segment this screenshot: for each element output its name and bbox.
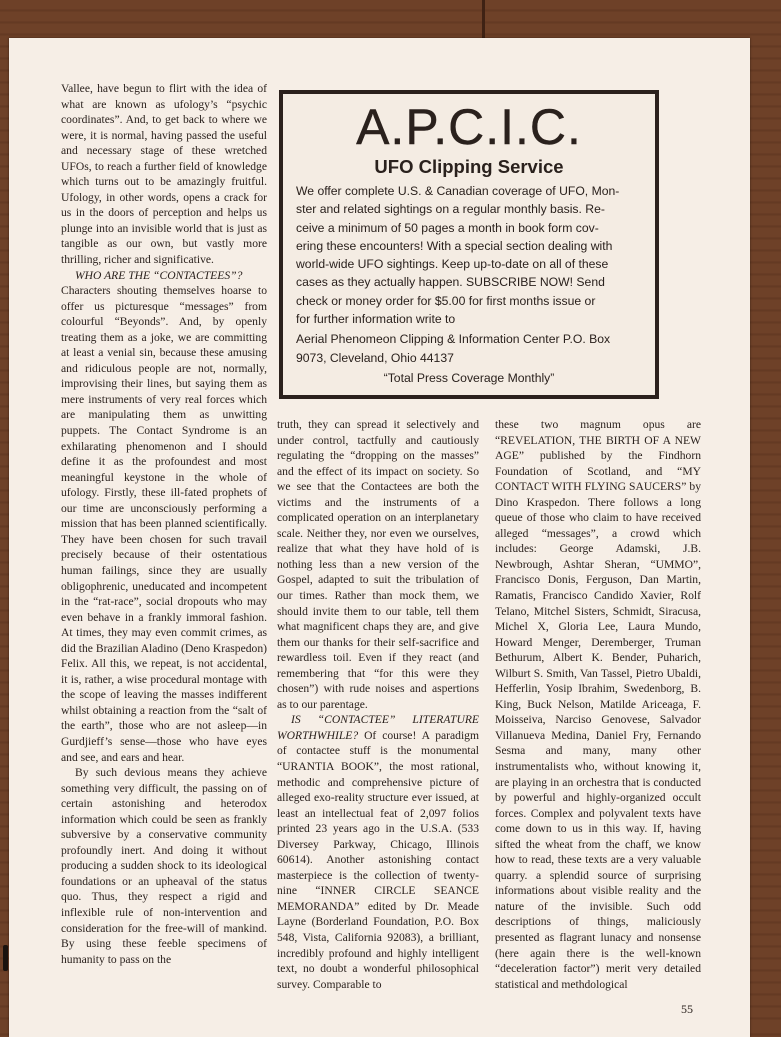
ad-body-line: We offer complete U.S. & Canadian coverage of UFO, Mon- xyxy=(296,184,620,198)
paragraph: Vallee, have begun to flirt with the idea of what are known as ufology’s “psychic coordinates”. And, to get back to where we were, it is normal, having passed the useful and necessary stage of these wretched UFOs, to reach a further field of knowledge which turns out to be amazingly fruitful. Ufology, in other words, opens a crack for us in the doors of perception and helps us plunge into an invisible world that is just as tangible as our own, but vastly more thrilling, richer and significative. xyxy=(61,82,267,267)
ad-body-line: check or money order for $5.00 for first months issue or xyxy=(296,293,596,308)
paragraph: truth, they can spread it selectively and under control, tactfully and cautiously regulating the “dropping on the masses” and the effect of its impact on society. So we see that the Contactees are both the victims and the instruments of a complicated operation on an interplanetary scale. Neither they, nor even we ourselves, realize that what they have hold of is nothing less than a new version of the Gospel, adapted to suit the tribulation of our times. Rather than mock them, we should invite them to our table, tell them what magnificent chaps they are, and give them our thanks for their self-sacrifice and rewardless toil. Even if they react (and remembering that “for this were they chosen”) with rude noises and aspertions as to our parentage. xyxy=(277,417,479,711)
ad-body-line: for further information write to xyxy=(296,312,456,327)
page-number: 55 xyxy=(681,1002,693,1017)
paragraph xyxy=(277,712,479,992)
advertisement-box xyxy=(279,90,659,399)
ad-body-line: ering these encounters! With a special section dealing with xyxy=(296,238,613,253)
lower-columns xyxy=(277,417,701,992)
ad-tagline: “Total Press Coverage Monthly” xyxy=(383,370,555,385)
ad-body-line: cases as they actually happen. SUBSCRIBE NOW! Send xyxy=(296,275,605,290)
section-heading: WHO ARE THE “CONTACTEES”? xyxy=(75,268,243,282)
paragraph-text: Of course! A paradigm of contactee stuff is the monumental “URANTIA BOOK”, the most rational, methodic and comprehensive picture of alleged exo-reality structure ever issued, at least an intellectual feat of 2,097 folios printed 23 years ago in the U.S.A. (533 Diversey Parkway, Chicago, Illinois 60614). Another astonishing contact masterpiece is the collection of twenty-nine “INNER CIRCLE SEANCE MEMORANDA” edited by Dr. Meade Layne (Borderland Foundation, P.O. Box 548, Vista, California 92083), a brilliant, incredibly profound and highly intelligent text, no doubt a wonderful philosophical survey. Comparable to xyxy=(277,728,479,991)
ad-body xyxy=(283,178,655,328)
article-column-3 xyxy=(495,417,701,992)
ad-body-line: ster and related sightings on a regular monthly basis. Re- xyxy=(296,202,605,217)
paragraph: By such devious means they achieve something very difficult, the passing on of certain astonishing and heterodox information which could be seen as frankly subversive by a conservative community profoundly inert. And doing it without producing a sudden shock to its ideological foundations or an upheaval of the status quo. Thus, they respect a rigid and inflexible rule of non-intervention and consideration for the free-will of mankind. By using these feeble specimens of humanity to pass on the xyxy=(61,766,267,966)
ad-body-line: world-wide UFO sightings. Keep up-to-date on all of these xyxy=(296,257,609,272)
article-column-1 xyxy=(61,81,267,967)
ad-title: A.P.C.I.C. xyxy=(356,99,582,155)
right-region xyxy=(277,81,701,1017)
ad-address: Aerial Phenomeon Clipping & Information Center P.O. Box 9073, Cleveland, Ohio 44137 xyxy=(296,332,611,365)
magazine-page xyxy=(9,38,750,1037)
binding-mark xyxy=(3,945,8,971)
paragraph-text: Characters shouting themselves hoarse to offer us picturesque “messages” from colourful “Beyonds”. And, by openly treating them as a joke, we are committing at least a venial sin, because these amusing and ridiculous people are not, normally, improvising their lines, but saying them as mere instruments of very real forces which are manipulating them as unwitting puppets. The Contact Syndrome is an exhilarating phenomenon and I should define it as the profoundest and most meaningful keystone in the whole of ufology. Firstly, these ill-fated prophets of our time are unconsciously performing a mission that has been planned scientifically. They have been chosen for such travail precisely because of their ostentatious human failings, since they are usually obligophrenic, uneducated and incompetent in the “rat-race”, social dropouts who may even behave in a frankly immoral fashion. At times, they may even commit crimes, as did the Brazilian Aladino (Deno Kraspedon) Felix. All this, we repeat, is not accidental, it is, rather, a wise procedural montage with the scope of leaving the masses indifferent whilst obtaining a reaction from the “salt of the earth”, those who are not asleep—in Gurdjieff’s sense—those who have eyes and see, and ears and hear. xyxy=(61,284,267,764)
ad-body-line: ceive a minimum of 50 pages a month in book form cov- xyxy=(296,220,599,235)
ad-subtitle: UFO Clipping Service xyxy=(374,156,564,177)
article-column-2 xyxy=(277,417,479,992)
section-heading: IS “CONTACTEE” LITERATURE WORTHWHILE? xyxy=(277,713,479,742)
background-wood-seam xyxy=(482,0,485,38)
paragraph xyxy=(61,268,267,766)
paragraph: these two magnum opus are “REVELATION, THE BIRTH OF A NEW AGE” published by the Findhorn Foundation of Scotland, and “MY CONTACT WITH FLYING SAUCERS” by Dino Kraspedon. There follows a long queue of those who claim to have received alleged “messages”, a crowd which includes: George Adamski, J.B. Newbrough, Ashtar Sheran, “UMMO”, Francisco Donis, Ferguson, Dan Martin, Ramatis, Francisco Candido Xavier, Rolf Telano, Mitchel Sisters, Schmidt, Siracusa, Michel X, Gloria Lee, Laura Mundo, Howard Menger, Deremberger, Truman Bethurum, Albert K. Bender, Puharich, Wilburt S. Smith, Van Tassel, Pietro Ubaldi, Hefferlin, Yosip Ibrahim, Swedenborg, B. King, Buck Nelson, Matilde Ariceaga, F. Moisseiva, Narciso Genovese, Salvador Villanueva Medina, Daniel Fry, Fernando Sesma and many, many other instrumentalists who, without knowing it, are playing in an orchestra that is conducted by powerful and highly-organized occult forces. Complex and polyvalent texts have come down to us in this way. If, having sifted the wheat from the chaff, we know how to read, these texts are a very valuable quarry. a splendid source of surprising informations about visible reality and the nature of the invisible. Such odd descriptions of things, maliciously presented as flagrant lunacy and nonsense (here again there is the well-known “deceleration factor”) merit very detailed statistical and methdological xyxy=(495,417,701,991)
